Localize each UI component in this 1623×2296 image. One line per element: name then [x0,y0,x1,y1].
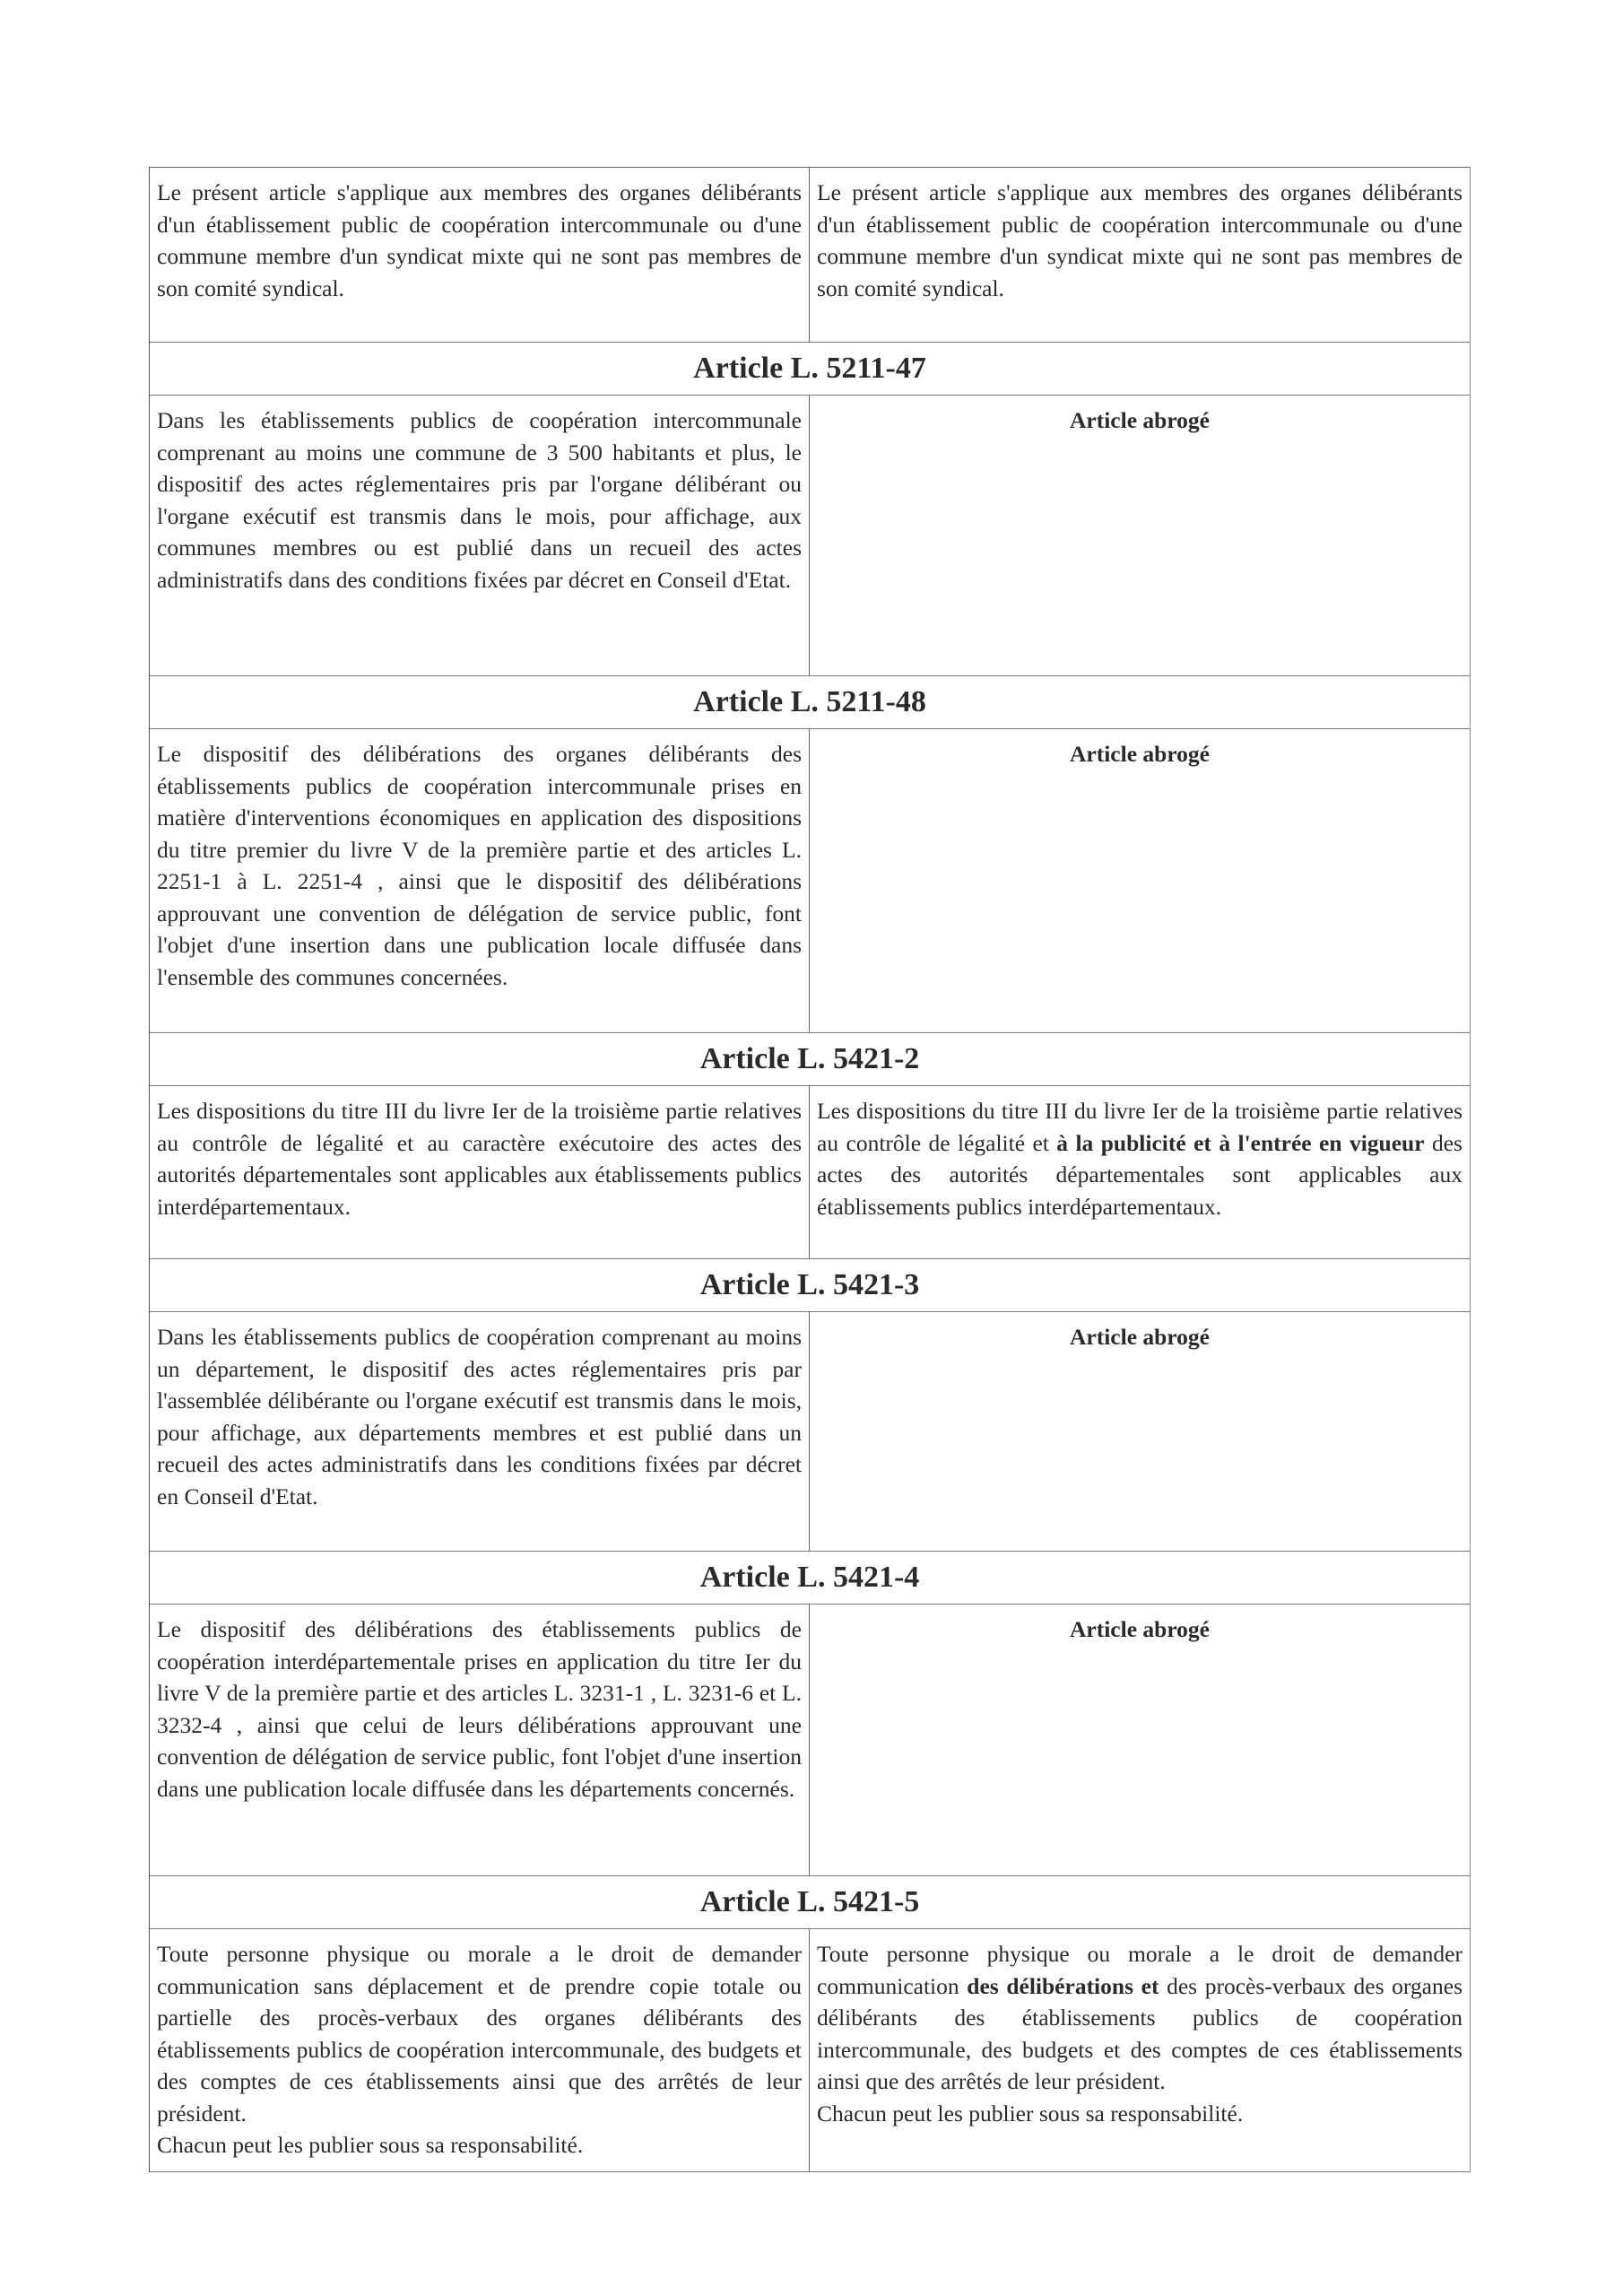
article-heading: Article L. 5421-5 [150,1876,1470,1929]
left-column-text [150,1086,810,1258]
text-span: Toute personne physique ou morale a le droit de demander communication [817,1941,1462,1999]
left-column-text [150,1312,810,1551]
article-heading: Article L. 5211-47 [150,343,1470,396]
article-abroge-label: Article abrogé [1069,1324,1210,1350]
article-heading: Article L. 5421-3 [150,1259,1470,1312]
bold-text-span: des délibérations et [967,1972,1159,1999]
table-row [150,1312,1470,1552]
right-column-text [810,396,1470,675]
right-column-text [810,1086,1470,1258]
right-column-text [810,1312,1470,1551]
paragraph [817,1095,1462,1222]
table-row [150,1605,1470,1876]
paragraph: Dans les établissements publics de coopération intercommunale comprenant au moins une commune de 3 500 habitants et plus, le dispositif des actes réglementaires pris par l'organe délibérant ou l'organe exécutif est transmis dans le mois, pour affichage, aux communes membres ou est publié dans un recueil des actes administratifs dans des conditions fixées par décret en Conseil d'Etat. [157,407,802,593]
article-abroge-label: Article abrogé [1069,1616,1210,1642]
table-row [150,1086,1470,1259]
text-span: Les dispositions du titre III du livre Ier de la troisième partie relatives au contrôle de légalité et [817,1098,1462,1156]
paragraph: Le dispositif des délibérations des établissements publics de coopération interdépartementale prises en application du titre Ier du livre V de la première partie et des articles L. 3231-1 , L. 3231-6 et L. 3232-4 , ainsi que celui de leurs délibérations approuvant une convention de délégation de service public, font l'objet d'une insertion dans une publication locale diffusée dans les départements concernés. [157,1616,802,1802]
table-row [150,167,1470,343]
text-span: des procès-verbaux des organes délibérants des établissements publics de coopération intercommunale, des budgets et des comptes de ces établissements ainsi que des arrêtés de leur président. [817,1972,1462,2094]
bold-text-span: à la publicité et à l'entrée en vigueur [1056,1129,1425,1156]
right-column-text [810,1929,1470,2171]
left-column-text [150,168,810,342]
table-row [150,729,1470,1033]
article-heading: Article L. 5421-4 [150,1552,1470,1605]
left-column-text [150,396,810,675]
comparison-table [149,167,1471,2172]
paragraph: Les dispositions du titre III du livre Ier de la troisième partie relatives au contrôle de légalité et au caractère exécutoire des actes des autorités départementales sont applicables aux établissements publics interdépartementaux. [157,1098,802,1220]
left-column-text [150,1605,810,1875]
left-column-text [150,1929,810,2171]
article-abroge-label: Article abrogé [1069,741,1210,767]
table-row [150,1929,1470,2172]
paragraph [817,1938,1462,2098]
table-row [150,396,1470,676]
paragraph: Toute personne physique ou morale a le droit de demander communication sans déplacement et de prendre copie totale ou partielle des procès-verbaux des organes délibérants des établissements publics de coopération intercommunale, des budgets et des comptes de ces établissements ainsi que des arrêtés de leur président. [157,1941,802,2126]
right-column-text [810,729,1470,1032]
paragraph: Chacun peut les publier sous sa responsabilité. [817,2100,1244,2126]
text-span: des actes des autorités départementales sont applicables aux établissements publics interdépartementaux. [817,1129,1462,1220]
right-column-text [810,168,1470,342]
right-column-text [810,1605,1470,1875]
paragraph: Le présent article s'applique aux membres des organes délibérants d'un établissement public de coopération intercommunale ou d'une commune membre d'un syndicat mixte qui ne sont pas membres de son comité syndical. [157,179,802,301]
paragraph: Chacun peut les publier sous sa responsabilité. [157,2132,584,2158]
left-column-text [150,729,810,1032]
paragraph: Le présent article s'applique aux membres des organes délibérants d'un établissement public de coopération intercommunale ou d'une commune membre d'un syndicat mixte qui ne sont pas membres de son comité syndical. [817,179,1462,301]
article-abroge-label: Article abrogé [1069,407,1210,433]
paragraph: Dans les établissements publics de coopération comprenant au moins un département, le dispositif des actes réglementaires pris par l'assemblée délibérante ou l'organe exécutif est transmis dans le mois, pour affichage, aux départements membres et est publié dans un recueil des actes administratifs dans les conditions fixées par décret en Conseil d'Etat. [157,1324,802,1509]
article-heading: Article L. 5211-48 [150,676,1470,729]
article-heading: Article L. 5421-2 [150,1033,1470,1086]
paragraph: Le dispositif des délibérations des organes délibérants des établissements publics de coopération intercommunale prises en matière d'interventions économiques en application des dispositions du titre premier du livre V de la première partie et des articles L. 2251-1 à L. 2251-4 , ainsi que le dispositif des délibérations approuvant une convention de délégation de service public, font l'objet d'une insertion dans une publication locale diffusée dans l'ensemble des communes concernées. [157,741,802,990]
